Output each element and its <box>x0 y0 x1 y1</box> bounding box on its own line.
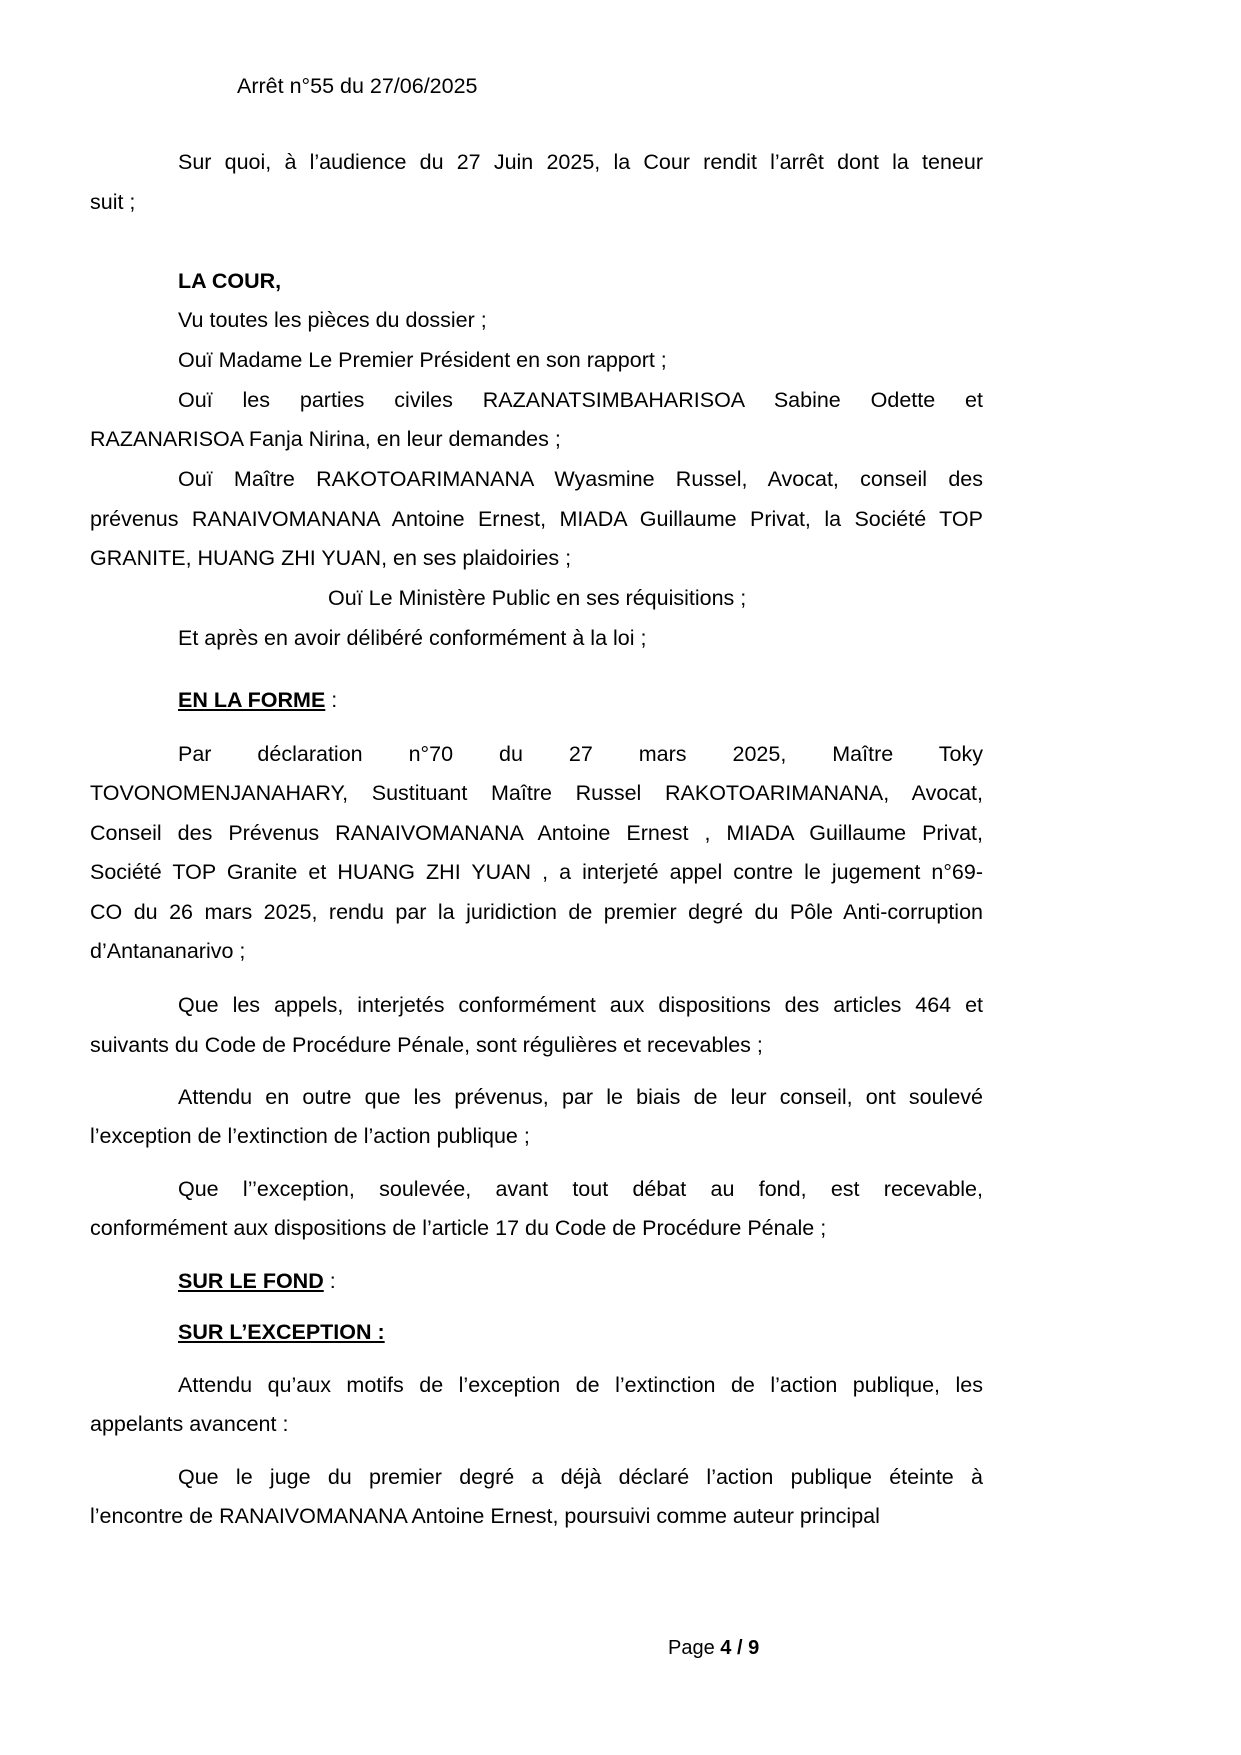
fond-p1-line-2: appelants avancent : <box>90 1412 289 1436</box>
forme-p1-line-5: CO du 26 mars 2025, rendu par la juridiction de premier degré du Pôle Anti-corruption <box>90 900 983 924</box>
sur-le-fond-heading-text: SUR LE FOND <box>178 1269 324 1293</box>
sur-le-fond-colon: : <box>323 1269 336 1293</box>
page-separator: / <box>731 1637 749 1659</box>
forme-p3-line-1: Attendu en outre que les prévenus, par le biais de leur conseil, ont soulevé <box>178 1085 983 1109</box>
oui-president-line: Ouï Madame Le Premier Président en son rapport ; <box>178 348 667 372</box>
forme-p4-line-2: conformément aux dispositions de l’article 17 du Code de Procédure Pénale ; <box>90 1216 827 1240</box>
forme-p4-line-1: Que l’’exception, soulevée, avant tout débat au fond, est recevable, <box>178 1177 983 1201</box>
en-la-forme-heading-text: EN LA FORME <box>178 688 326 712</box>
la-cour-heading: LA COUR, <box>178 269 282 293</box>
header-reference: Arrêt n°55 du 27/06/2025 <box>237 74 478 98</box>
intro-line-2: suit ; <box>90 190 136 214</box>
intro-line-1: Sur quoi, à l’audience du 27 Juin 2025, la Cour rendit l’arrêt dont la teneur <box>178 150 983 174</box>
en-la-forme-colon: : <box>325 688 338 712</box>
oui-ministere-line: Ouï Le Ministère Public en ses réquisitions ; <box>328 586 747 610</box>
page-total: 9 <box>748 1637 760 1659</box>
forme-p1-line-6: d’Antananarivo ; <box>90 939 246 963</box>
fond-p2-line-1: Que le juge du premier degré a déjà déclaré l’action publique éteinte à <box>178 1465 983 1489</box>
en-la-forme-heading <box>178 686 337 714</box>
forme-p2-line-2: suivants du Code de Procédure Pénale, sont régulières et recevables ; <box>90 1033 763 1057</box>
oui-parties-line-2: RAZANARISOA Fanja Nirina, en leur demandes ; <box>90 427 561 451</box>
forme-p1-line-2: TOVONOMENJANAHARY, Sustituant Maître Russel RAKOTOARIMANANA, Avocat, <box>90 781 983 805</box>
forme-p1-line-1: Par déclaration n°70 du 27 mars 2025, Maître Toky <box>178 742 983 766</box>
fond-p1-line-1: Attendu qu’aux motifs de l’exception de l’extinction de l’action publique, les <box>178 1373 983 1397</box>
vu-line: Vu toutes les pièces du dossier ; <box>178 308 487 332</box>
page-label: Page <box>668 1637 721 1659</box>
forme-p3-line-2: l’exception de l’extinction de l’action publique ; <box>90 1124 530 1148</box>
forme-p1-line-3: Conseil des Prévenus RANAIVOMANANA Antoine Ernest , MIADA Guillaume Privat, <box>90 821 983 845</box>
page-current: 4 <box>720 1637 732 1659</box>
sur-le-fond-heading <box>178 1267 336 1295</box>
forme-p1-line-4: Société TOP Granite et HUANG ZHI YUAN , a interjeté appel contre le jugement n°69- <box>90 860 983 884</box>
oui-maitre-line-1: Ouï Maître RAKOTOARIMANANA Wyasmine Russel, Avocat, conseil des <box>178 467 983 491</box>
sur-l-exception-heading: SUR L’EXCEPTION : <box>178 1320 385 1344</box>
delibere-line: Et après en avoir délibéré conformément à la loi ; <box>178 626 647 650</box>
page-number <box>668 1634 759 1662</box>
fond-p2-line-2: l’encontre de RANAIVOMANANA Antoine Ernest, poursuivi comme auteur principal <box>90 1504 880 1528</box>
forme-p2-line-1: Que les appels, interjetés conformément aux dispositions des articles 464 et <box>178 993 983 1017</box>
oui-parties-line-1: Ouï les parties civiles RAZANATSIMBAHARISOA Sabine Odette et <box>178 388 983 412</box>
oui-maitre-line-2: prévenus RANAIVOMANANA Antoine Ernest, MIADA Guillaume Privat, la Société TOP <box>90 507 983 531</box>
oui-maitre-line-3: GRANITE, HUANG ZHI YUAN, en ses plaidoiries ; <box>90 546 572 570</box>
